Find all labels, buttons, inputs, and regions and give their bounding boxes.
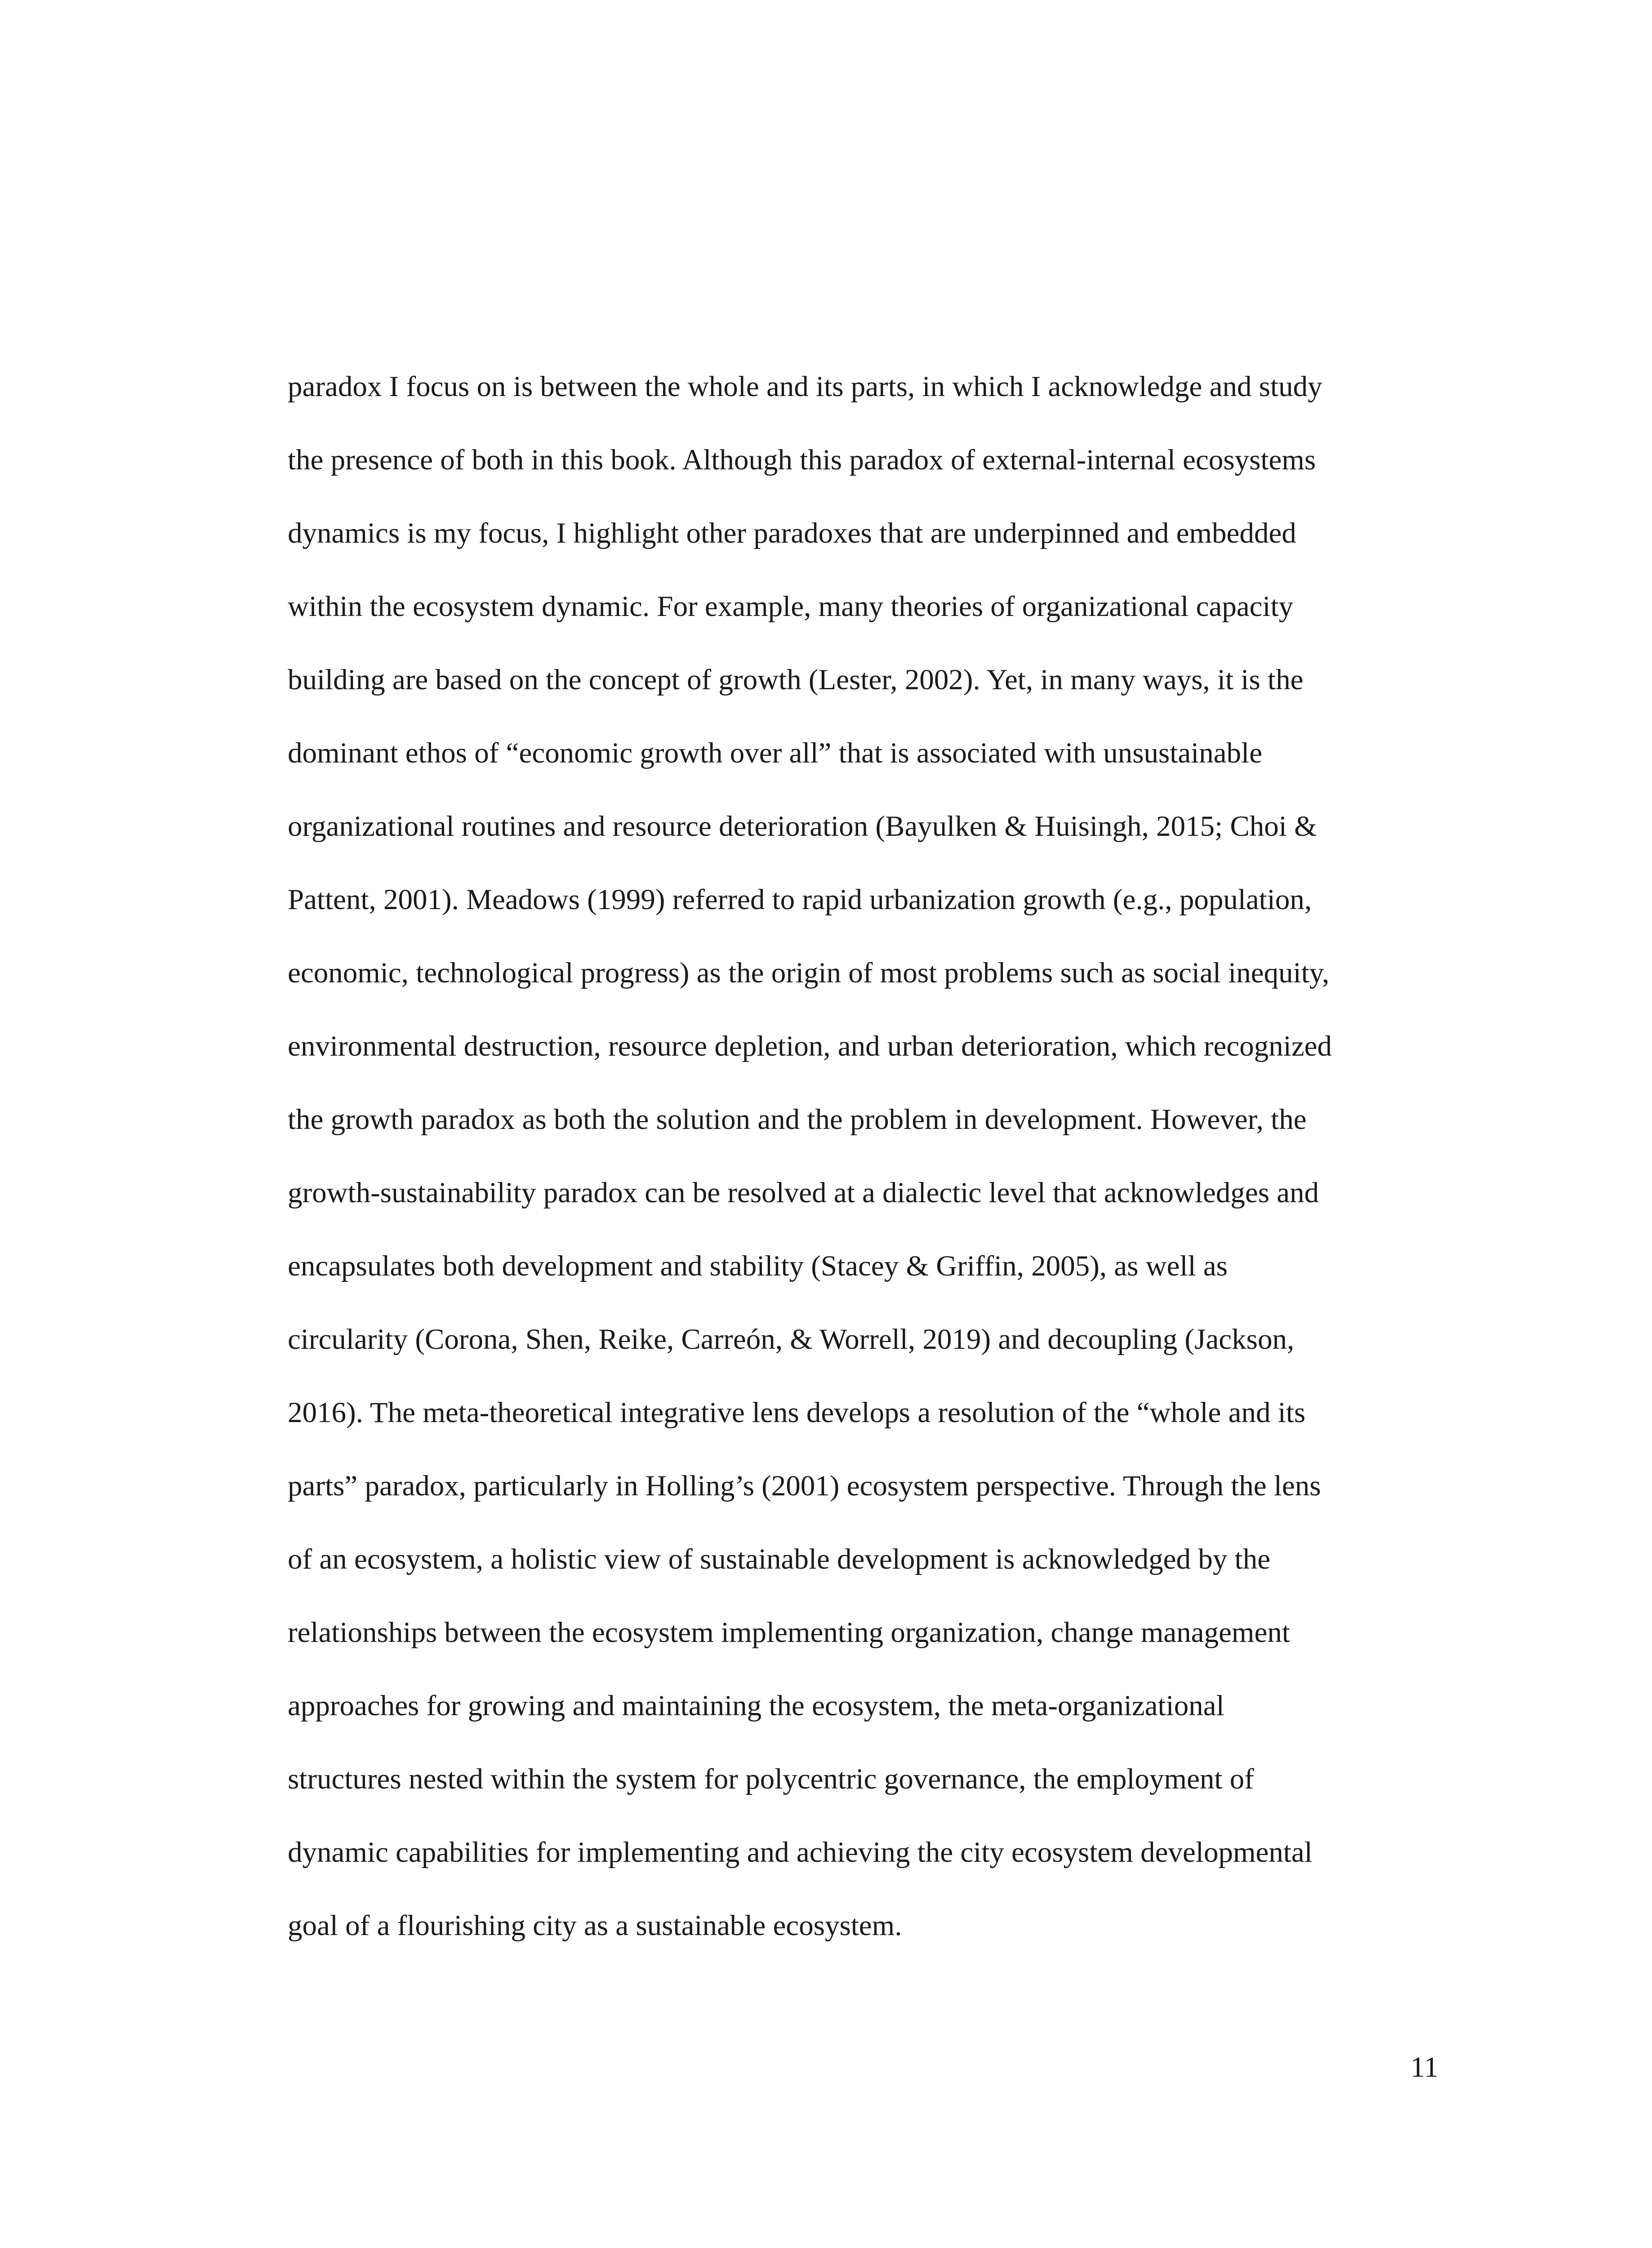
text-line: dynamic capabilities for implementing and achieving the city ecosystem developmental	[288, 1836, 1313, 1869]
text-line: approaches for growing and maintaining the ecosystem, the meta-organizational	[288, 1690, 1225, 1722]
text-line: goal of a flourishing city as a sustainable ecosystem.	[288, 1909, 902, 1942]
text-line: organizational routines and resource deterioration (Bayulken & Huisingh, 2015; Choi &	[288, 810, 1317, 843]
text-line: 2016). The meta-theoretical integrative lens develops a resolution of the “whole and its	[288, 1396, 1306, 1429]
text-line: growth-sustainability paradox can be resolved at a dialectic level that acknowledges and	[288, 1177, 1319, 1209]
text-line: parts” paradox, particularly in Holling’s (2001) ecosystem perspective. Through the lens	[288, 1470, 1321, 1502]
text-line: of an ecosystem, a holistic view of sustainable development is acknowledged by the	[288, 1543, 1270, 1575]
text-line: Pattent, 2001). Meadows (1999) referred to rapid urbanization growth (e.g., population,	[288, 883, 1312, 916]
text-line: environmental destruction, resource depletion, and urban deterioration, which recognized	[288, 1030, 1332, 1062]
text-line: relationships between the ecosystem implementing organization, change management	[288, 1616, 1290, 1649]
text-line: paradox I focus on is between the whole and its parts, in which I acknowledge and study	[288, 370, 1322, 403]
text-line: building are based on the concept of growth (Lester, 2002). Yet, in many ways, it is the	[288, 664, 1304, 696]
text-line: dynamics is my focus, I highlight other paradoxes that are underpinned and embedded	[288, 517, 1296, 549]
text-line: circularity (Corona, Shen, Reike, Carreón, & Worrell, 2019) and decoupling (Jackson,	[288, 1323, 1295, 1356]
text-line: within the ecosystem dynamic. For example, many theories of organizational capacity	[288, 590, 1294, 623]
text-line: encapsulates both development and stability (Stacey & Griffin, 2005), as well as	[288, 1250, 1228, 1282]
text-line: dominant ethos of “economic growth over all” that is associated with unsustainable	[288, 737, 1262, 769]
text-line: economic, technological progress) as the origin of most problems such as social inequity,	[288, 957, 1330, 989]
body-paragraph	[288, 365, 1438, 1977]
text-line: the presence of both in this book. Although this paradox of external-internal ecosystems	[288, 444, 1316, 476]
page-number: 11	[1410, 2051, 1438, 2083]
text-line: structures nested within the system for polycentric governance, the employment of	[288, 1763, 1254, 1795]
text-line: the growth paradox as both the solution and the problem in development. However, the	[288, 1103, 1307, 1136]
